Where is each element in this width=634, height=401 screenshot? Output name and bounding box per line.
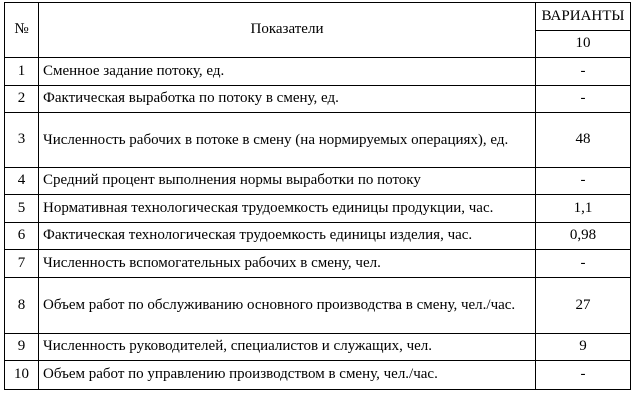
- table-row: [5, 278, 631, 334]
- row-value: -: [536, 361, 631, 390]
- row-indicator: [39, 113, 536, 168]
- row-indicator: Нормативная технологическая трудоемкость единицы продукции, час.: [39, 195, 536, 223]
- row-indicator: Объем работ по управлению производством в смену, чел./час.: [39, 361, 536, 390]
- row-indicator-text: Численность рабочих в потоке в смену (на нормируемых операциях), ед.: [43, 131, 509, 148]
- row-value: 1,1: [536, 195, 631, 223]
- table-row: [5, 168, 631, 195]
- table-row: [5, 58, 631, 86]
- table-row: [5, 334, 631, 361]
- row-indicator: Численность руководителей, специалистов и служащих, чел.: [39, 334, 536, 361]
- row-value: 48: [536, 113, 631, 168]
- table-row: [5, 113, 631, 168]
- header-number: №: [5, 3, 39, 58]
- header-indicators: Показатели: [39, 3, 536, 58]
- row-value: -: [536, 86, 631, 113]
- row-indicator: Фактическая выработка по потоку в смену, ед.: [39, 86, 536, 113]
- row-indicator: Средний процент выполнения нормы выработки по потоку: [39, 168, 536, 195]
- row-value: -: [536, 168, 631, 195]
- row-indicator: [39, 278, 536, 334]
- row-number: 5: [5, 195, 39, 223]
- row-number: 2: [5, 86, 39, 113]
- table-row: [5, 86, 631, 113]
- header-variants: ВАРИАНТЫ: [536, 3, 631, 31]
- row-indicator: Сменное задание потоку, ед.: [39, 58, 536, 86]
- row-number: 4: [5, 168, 39, 195]
- row-value: 9: [536, 334, 631, 361]
- row-number: 7: [5, 250, 39, 278]
- row-indicator: Фактическая технологическая трудоемкость единицы изделия, час.: [39, 223, 536, 250]
- row-value: 27: [536, 278, 631, 334]
- row-number: 6: [5, 223, 39, 250]
- table-row: [5, 361, 631, 390]
- header-variant-number: 10: [536, 31, 631, 58]
- row-number: 9: [5, 334, 39, 361]
- row-value: 0,98: [536, 223, 631, 250]
- table-row: [5, 250, 631, 278]
- row-number: 8: [5, 278, 39, 334]
- table-row: [5, 195, 631, 223]
- row-value: -: [536, 250, 631, 278]
- row-number: 3: [5, 113, 39, 168]
- row-indicator: Численность вспомогательных рабочих в смену, чел.: [39, 250, 536, 278]
- row-number: 1: [5, 58, 39, 86]
- table-row: [5, 223, 631, 250]
- table-header-row: [5, 3, 631, 31]
- row-value: -: [536, 58, 631, 86]
- row-number: 10: [5, 361, 39, 390]
- row-indicator-text: Объем работ по обслуживанию основного производства в смену, чел./час.: [43, 297, 516, 313]
- indicators-table: [4, 2, 631, 390]
